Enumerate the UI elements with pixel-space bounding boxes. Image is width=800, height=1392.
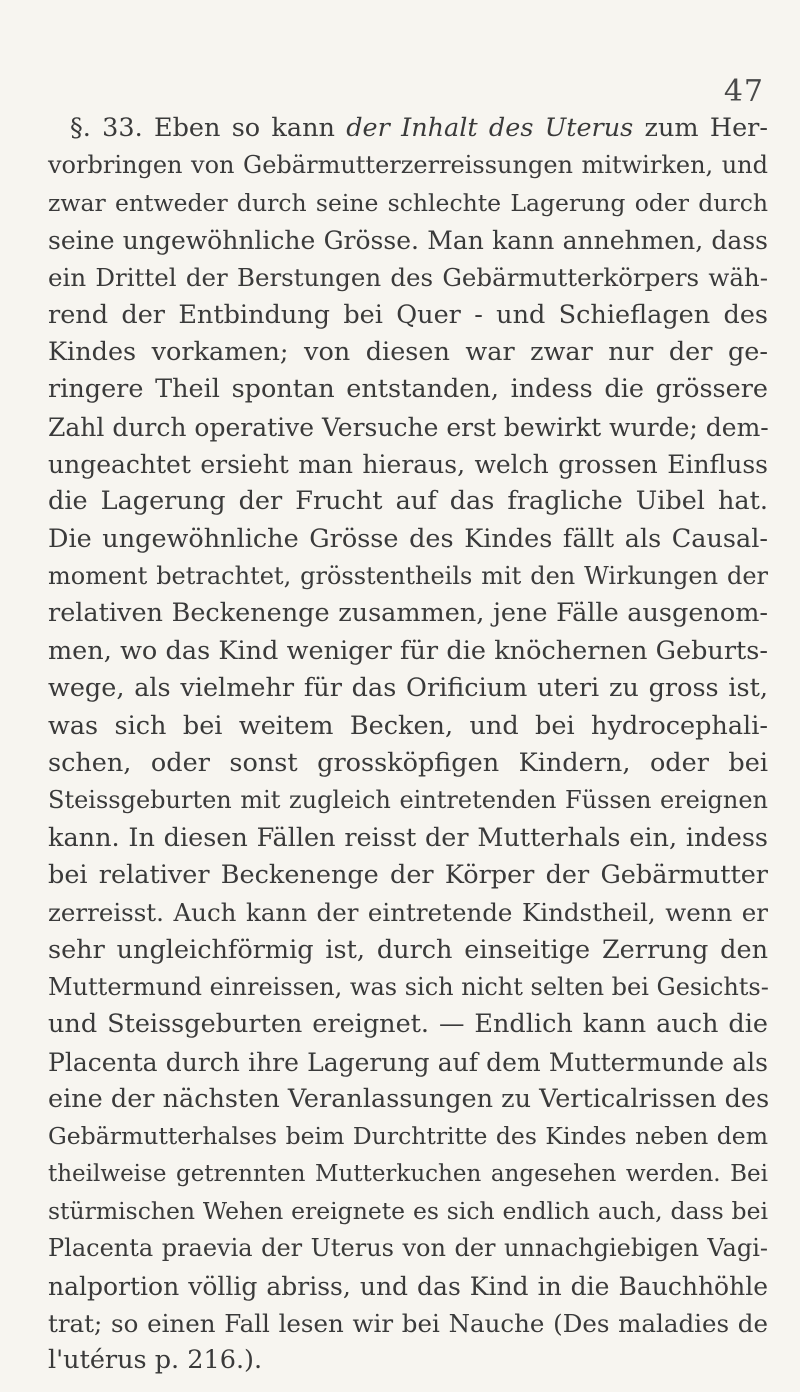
text-line: nalportion völlig abriss, und das Kind in die Bauchhöhle (48, 1271, 768, 1301)
text-line: ringere Theil spontan entstanden, indess die grössere (48, 374, 768, 405)
text-line: l'utérus p. 216.). (48, 1345, 263, 1376)
text-line: ein Drittel der Berstungen des Gebärmutterkörpers wäh- (48, 263, 768, 293)
text-line: Muttermund einreissen, was sich nicht selten bei Gesichts- (48, 972, 769, 1001)
section-33-paragraph (48, 110, 768, 1380)
text-line-segment: zum Her- (633, 113, 768, 143)
text-line: ungeachtet ersieht man hieraus, welch grossen Einfluss (48, 450, 768, 480)
italic-phrase: der Inhalt des Uterus (346, 113, 634, 143)
text-line: Gebärmutterhalses beim Durchtritte des Kindes neben dem (48, 1122, 768, 1151)
text-line: Steissgeburten mit zugleich eintretenden Füssen ereignen (48, 786, 768, 815)
text-line: Die ungewöhnliche Grösse des Kindes fällt als Causal- (48, 523, 768, 554)
text-line-segment: §. 33. Eben so kann (70, 113, 347, 143)
text-line: Kindes vorkamen; von diesen war zwar nur der ge- (48, 337, 768, 368)
text-line: Placenta durch ihre Lagerung auf dem Muttermunde als (48, 1047, 768, 1077)
text-line: die Lagerung der Frucht auf das fragliche Uibel hat. (48, 486, 768, 517)
text-line: eine der nächsten Veranlassungen zu Verticalrissen des (48, 1083, 770, 1114)
text-line: seine ungewöhnliche Grösse. Man kann annehmen, dass (48, 226, 768, 256)
text-line: kann. In diesen Fällen reisst der Mutterhals ein, indess (48, 822, 768, 853)
text-line: rend der Entbindung bei Quer - und Schieflagen des (48, 299, 768, 330)
text-line: schen, oder sonst grossköpfigen Kindern, oder bei (48, 747, 768, 778)
text-line: zwar entweder durch seine schlechte Lagerung oder durch (48, 188, 768, 217)
text-line: stürmischen Wehen ereignete es sich endlich auch, dass bei (48, 1196, 768, 1225)
text-line: moment betrachtet, grösstentheils mit den Wirkungen der (48, 562, 768, 591)
text-line: bei relativer Beckenenge der Körper der Gebärmutter (48, 859, 768, 890)
text-line: Zahl durch operative Versuche erst bewirkt wurde; dem- (48, 412, 769, 442)
page-number: 47 (723, 74, 764, 109)
text-line: wege, als vielmehr für das Orificium uteri zu gross ist, (48, 673, 768, 704)
text-line: theilweise getrennten Mutterkuchen angesehen werden. Bei (48, 1160, 768, 1187)
text-line (48, 110, 768, 147)
text-line: sehr ungleichförmig ist, durch einseitige Zerrung den (48, 934, 768, 965)
text-line: relativen Beckenenge zusammen, jene Fälle ausgenom- (48, 598, 768, 629)
text-line: zerreisst. Auch kann der eintretende Kindstheil, wenn er (48, 898, 768, 928)
text-line: men, wo das Kind weniger für die knöchernen Geburts- (48, 635, 768, 666)
text-line: trat; so einen Fall lesen wir bei Nauche (Des maladies de (48, 1309, 768, 1338)
text-line: Placenta praevia der Uterus von der unnachgiebigen Vagi- (48, 1234, 768, 1263)
text-line: und Steissgeburten ereignet. — Endlich kann auch die (48, 1009, 768, 1040)
text-line: was sich bei weitem Becken, und bei hydrocephali- (48, 710, 768, 741)
text-line: vorbringen von Gebärmutterzerreissungen mitwirken, und (48, 151, 768, 180)
